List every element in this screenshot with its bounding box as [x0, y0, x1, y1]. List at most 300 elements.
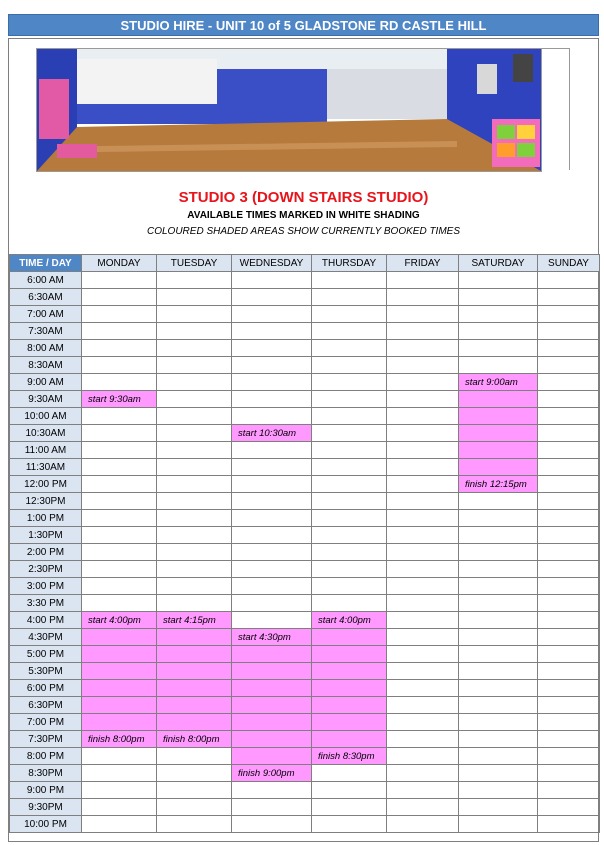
available-slot	[82, 748, 157, 765]
available-slot	[459, 612, 538, 629]
page-header: STUDIO HIRE - UNIT 10 of 5 GLADSTONE RD CASTLE HILL	[8, 14, 599, 36]
booked-slot	[312, 680, 387, 697]
booked-slot	[232, 748, 312, 765]
available-slot	[157, 289, 232, 306]
available-slot	[538, 408, 600, 425]
booked-slot	[312, 612, 387, 629]
booked-slot	[157, 714, 232, 731]
booked-slot	[312, 697, 387, 714]
available-slot	[232, 442, 312, 459]
time-cell: 6:30PM	[10, 697, 82, 714]
available-slot	[387, 748, 459, 765]
booked-slot	[82, 663, 157, 680]
available-slot	[387, 578, 459, 595]
available-slot	[538, 748, 600, 765]
booked-slot	[157, 612, 232, 629]
available-slot	[312, 578, 387, 595]
available-slot	[387, 561, 459, 578]
available-slot	[157, 765, 232, 782]
available-slot	[157, 782, 232, 799]
available-slot	[232, 289, 312, 306]
header-day-sunday: SUNDAY	[538, 255, 600, 272]
booked-slot	[157, 697, 232, 714]
available-slot	[312, 493, 387, 510]
table-row	[10, 272, 600, 289]
available-slot	[312, 442, 387, 459]
available-slot	[387, 357, 459, 374]
available-slot	[387, 765, 459, 782]
available-slot	[459, 323, 538, 340]
header-day-saturday: SATURDAY	[459, 255, 538, 272]
available-slot	[459, 646, 538, 663]
available-slot	[157, 459, 232, 476]
booking-label: start 4:00pm	[88, 614, 141, 626]
available-slot	[157, 374, 232, 391]
booking-label: start 4:30pm	[238, 631, 291, 643]
available-slot	[387, 306, 459, 323]
available-slot	[82, 442, 157, 459]
booked-slot	[312, 748, 387, 765]
booked-slot	[232, 680, 312, 697]
time-cell: 8:30PM	[10, 765, 82, 782]
available-slot	[538, 561, 600, 578]
available-slot	[459, 493, 538, 510]
table-row	[10, 697, 600, 714]
table-row	[10, 374, 600, 391]
available-slot	[232, 816, 312, 833]
available-slot	[387, 544, 459, 561]
available-slot	[312, 544, 387, 561]
available-slot	[387, 476, 459, 493]
booked-slot	[232, 629, 312, 646]
available-slot	[538, 714, 600, 731]
time-cell: 4:00 PM	[10, 612, 82, 629]
table-row	[10, 629, 600, 646]
time-cell: 5:00 PM	[10, 646, 82, 663]
booked-slot	[82, 391, 157, 408]
time-cell: 12:30PM	[10, 493, 82, 510]
available-slot	[459, 510, 538, 527]
schedule-table	[9, 254, 600, 833]
booked-slot	[157, 731, 232, 748]
table-row	[10, 442, 600, 459]
available-slot	[459, 816, 538, 833]
photo-border	[540, 48, 570, 170]
available-slot	[387, 646, 459, 663]
available-slot	[459, 578, 538, 595]
available-slot	[82, 782, 157, 799]
available-slot	[312, 561, 387, 578]
available-slot	[157, 323, 232, 340]
booking-label: finish 12:15pm	[465, 478, 527, 490]
available-slot	[538, 357, 600, 374]
available-slot	[232, 357, 312, 374]
available-slot	[82, 595, 157, 612]
table-row	[10, 680, 600, 697]
available-slot	[157, 425, 232, 442]
available-slot	[157, 476, 232, 493]
available-slot	[387, 714, 459, 731]
available-slot	[157, 340, 232, 357]
available-slot	[157, 510, 232, 527]
available-slot	[387, 731, 459, 748]
table-row	[10, 544, 600, 561]
time-cell: 2:00 PM	[10, 544, 82, 561]
table-row	[10, 340, 600, 357]
time-cell: 9:30PM	[10, 799, 82, 816]
time-cell: 2:30PM	[10, 561, 82, 578]
booked-slot	[82, 612, 157, 629]
booked-slot	[82, 697, 157, 714]
available-slot	[312, 765, 387, 782]
available-slot	[82, 765, 157, 782]
available-slot	[538, 442, 600, 459]
available-slot	[538, 527, 600, 544]
booking-label: start 9:30am	[88, 393, 141, 405]
time-cell: 7:30PM	[10, 731, 82, 748]
available-slot	[312, 323, 387, 340]
table-row	[10, 782, 600, 799]
available-slot	[232, 391, 312, 408]
available-slot	[82, 425, 157, 442]
booking-label: start 10:30am	[238, 427, 297, 439]
available-slot	[538, 544, 600, 561]
available-slot	[232, 476, 312, 493]
available-slot	[538, 782, 600, 799]
available-slot	[157, 595, 232, 612]
booking-label: finish 9:00pm	[238, 767, 295, 779]
available-slot	[538, 272, 600, 289]
available-slot	[82, 510, 157, 527]
available-slot	[538, 765, 600, 782]
studio-note: COLOURED SHADED AREAS SHOW CURRENTLY BOOKED TIMES	[146, 226, 461, 237]
table-header-row	[10, 255, 600, 272]
time-cell: 6:00 AM	[10, 272, 82, 289]
available-slot	[538, 578, 600, 595]
available-slot	[232, 799, 312, 816]
available-slot	[538, 629, 600, 646]
time-cell: 6:00 PM	[10, 680, 82, 697]
available-slot	[82, 544, 157, 561]
available-slot	[387, 425, 459, 442]
available-slot	[232, 340, 312, 357]
available-slot	[82, 323, 157, 340]
available-slot	[387, 612, 459, 629]
booked-slot	[459, 391, 538, 408]
studio-title: STUDIO 3 (DOWN STAIRS STUDIO)	[178, 189, 429, 206]
available-slot	[387, 510, 459, 527]
time-cell: 1:00 PM	[10, 510, 82, 527]
available-slot	[538, 595, 600, 612]
time-cell: 9:00 PM	[10, 782, 82, 799]
time-cell: 7:00 AM	[10, 306, 82, 323]
available-slot	[232, 544, 312, 561]
available-slot	[82, 578, 157, 595]
header-corner: TIME / DAY	[10, 255, 82, 272]
available-slot	[387, 459, 459, 476]
available-slot	[538, 663, 600, 680]
table-row	[10, 748, 600, 765]
table-row	[10, 731, 600, 748]
table-row	[10, 595, 600, 612]
available-slot	[82, 357, 157, 374]
available-slot	[82, 408, 157, 425]
time-cell: 3:00 PM	[10, 578, 82, 595]
available-slot	[312, 595, 387, 612]
available-slot	[387, 663, 459, 680]
available-slot	[82, 816, 157, 833]
booked-slot	[312, 646, 387, 663]
available-slot	[232, 782, 312, 799]
table-row	[10, 306, 600, 323]
available-slot	[232, 578, 312, 595]
available-slot	[459, 697, 538, 714]
available-slot	[82, 561, 157, 578]
schedule-body	[10, 272, 600, 833]
available-slot	[157, 578, 232, 595]
time-cell: 7:00 PM	[10, 714, 82, 731]
table-row	[10, 799, 600, 816]
table-row	[10, 323, 600, 340]
available-slot	[538, 340, 600, 357]
time-cell: 9:30AM	[10, 391, 82, 408]
booked-slot	[312, 714, 387, 731]
table-row	[10, 663, 600, 680]
available-slot	[82, 340, 157, 357]
available-slot	[459, 544, 538, 561]
available-slot	[232, 510, 312, 527]
available-slot	[387, 323, 459, 340]
available-slot	[538, 306, 600, 323]
header-day-tuesday: TUESDAY	[157, 255, 232, 272]
booked-slot	[82, 646, 157, 663]
available-slot	[538, 680, 600, 697]
table-row	[10, 561, 600, 578]
table-row	[10, 357, 600, 374]
booked-slot	[232, 646, 312, 663]
available-slot	[157, 561, 232, 578]
table-row	[10, 765, 600, 782]
time-cell: 8:00 PM	[10, 748, 82, 765]
available-slot	[157, 306, 232, 323]
available-slot	[538, 731, 600, 748]
booked-slot	[312, 731, 387, 748]
booking-label: finish 8:00pm	[88, 733, 145, 745]
booked-slot	[312, 663, 387, 680]
available-slot	[232, 612, 312, 629]
booking-label: start 4:00pm	[318, 614, 371, 626]
header-day-friday: FRIDAY	[387, 255, 459, 272]
available-slot	[459, 748, 538, 765]
booked-slot	[82, 731, 157, 748]
booked-slot	[232, 731, 312, 748]
available-slot	[387, 340, 459, 357]
available-slot	[459, 357, 538, 374]
available-slot	[387, 272, 459, 289]
header-day-wednesday: WEDNESDAY	[232, 255, 312, 272]
available-slot	[387, 799, 459, 816]
available-slot	[157, 816, 232, 833]
available-slot	[312, 425, 387, 442]
table-row	[10, 459, 600, 476]
available-slot	[459, 765, 538, 782]
available-slot	[232, 493, 312, 510]
available-slot	[232, 459, 312, 476]
available-slot	[459, 629, 538, 646]
table-row	[10, 425, 600, 442]
available-slot	[312, 340, 387, 357]
available-slot	[232, 323, 312, 340]
time-cell: 12:00 PM	[10, 476, 82, 493]
time-cell: 6:30AM	[10, 289, 82, 306]
available-slot	[459, 680, 538, 697]
booked-slot	[459, 476, 538, 493]
available-slot	[312, 272, 387, 289]
available-slot	[157, 442, 232, 459]
available-slot	[387, 289, 459, 306]
header-day-thursday: THURSDAY	[312, 255, 387, 272]
available-slot	[459, 714, 538, 731]
table-row	[10, 493, 600, 510]
available-slot	[538, 646, 600, 663]
available-slot	[387, 442, 459, 459]
available-slot	[538, 799, 600, 816]
available-slot	[459, 663, 538, 680]
time-cell: 4:30PM	[10, 629, 82, 646]
booked-slot	[459, 408, 538, 425]
available-slot	[387, 629, 459, 646]
available-slot	[157, 527, 232, 544]
booked-slot	[157, 663, 232, 680]
available-slot	[312, 459, 387, 476]
available-slot	[459, 340, 538, 357]
booked-slot	[459, 425, 538, 442]
time-cell: 3:30 PM	[10, 595, 82, 612]
booked-slot	[82, 680, 157, 697]
available-slot	[157, 408, 232, 425]
available-slot	[82, 527, 157, 544]
time-cell: 1:30PM	[10, 527, 82, 544]
available-slot	[459, 731, 538, 748]
booked-slot	[459, 459, 538, 476]
available-slot	[459, 595, 538, 612]
available-slot	[82, 799, 157, 816]
available-slot	[312, 816, 387, 833]
time-cell: 8:00 AM	[10, 340, 82, 357]
available-slot	[232, 306, 312, 323]
time-cell: 7:30AM	[10, 323, 82, 340]
available-slot	[312, 782, 387, 799]
available-slot	[232, 408, 312, 425]
available-slot	[82, 493, 157, 510]
available-slot	[82, 459, 157, 476]
available-slot	[387, 595, 459, 612]
booked-slot	[82, 714, 157, 731]
available-slot	[157, 544, 232, 561]
available-slot	[82, 476, 157, 493]
available-slot	[82, 289, 157, 306]
available-slot	[387, 374, 459, 391]
table-row	[10, 646, 600, 663]
time-cell: 8:30AM	[10, 357, 82, 374]
booked-slot	[232, 697, 312, 714]
available-slot	[459, 289, 538, 306]
available-slot	[157, 748, 232, 765]
available-slot	[538, 323, 600, 340]
available-slot	[387, 680, 459, 697]
booked-slot	[232, 663, 312, 680]
booked-slot	[232, 425, 312, 442]
table-row	[10, 408, 600, 425]
booked-slot	[157, 629, 232, 646]
time-cell: 10:30AM	[10, 425, 82, 442]
available-slot	[387, 408, 459, 425]
booked-slot	[312, 629, 387, 646]
time-cell: 10:00 AM	[10, 408, 82, 425]
available-slot	[157, 272, 232, 289]
available-slot	[538, 374, 600, 391]
available-slot	[312, 374, 387, 391]
available-slot	[312, 289, 387, 306]
available-slot	[387, 493, 459, 510]
available-slot	[157, 357, 232, 374]
booked-slot	[157, 646, 232, 663]
available-slot	[232, 561, 312, 578]
booking-label: finish 8:00pm	[163, 733, 220, 745]
available-slot	[312, 527, 387, 544]
available-slot	[459, 561, 538, 578]
available-slot	[387, 782, 459, 799]
available-slot	[157, 493, 232, 510]
available-slot	[232, 272, 312, 289]
available-slot	[232, 374, 312, 391]
table-row	[10, 510, 600, 527]
available-slot	[538, 476, 600, 493]
available-slot	[312, 408, 387, 425]
available-slot	[459, 306, 538, 323]
available-slot	[157, 799, 232, 816]
available-slot	[312, 510, 387, 527]
available-slot	[538, 510, 600, 527]
booking-label: finish 8:30pm	[318, 750, 375, 762]
table-row	[10, 816, 600, 833]
studio-subtitle: AVAILABLE TIMES MARKED IN WHITE SHADING	[187, 210, 420, 221]
available-slot	[312, 799, 387, 816]
available-slot	[538, 493, 600, 510]
available-slot	[157, 391, 232, 408]
booked-slot	[82, 629, 157, 646]
booking-label: start 4:15pm	[163, 614, 216, 626]
available-slot	[312, 357, 387, 374]
available-slot	[538, 612, 600, 629]
table-row	[10, 578, 600, 595]
available-slot	[538, 459, 600, 476]
available-slot	[459, 799, 538, 816]
available-slot	[387, 391, 459, 408]
available-slot	[538, 289, 600, 306]
available-slot	[312, 391, 387, 408]
available-slot	[387, 527, 459, 544]
header-day-monday: MONDAY	[82, 255, 157, 272]
available-slot	[459, 527, 538, 544]
table-row	[10, 476, 600, 493]
available-slot	[82, 374, 157, 391]
available-slot	[82, 306, 157, 323]
available-slot	[538, 391, 600, 408]
available-slot	[538, 816, 600, 833]
table-row	[10, 714, 600, 731]
available-slot	[387, 816, 459, 833]
